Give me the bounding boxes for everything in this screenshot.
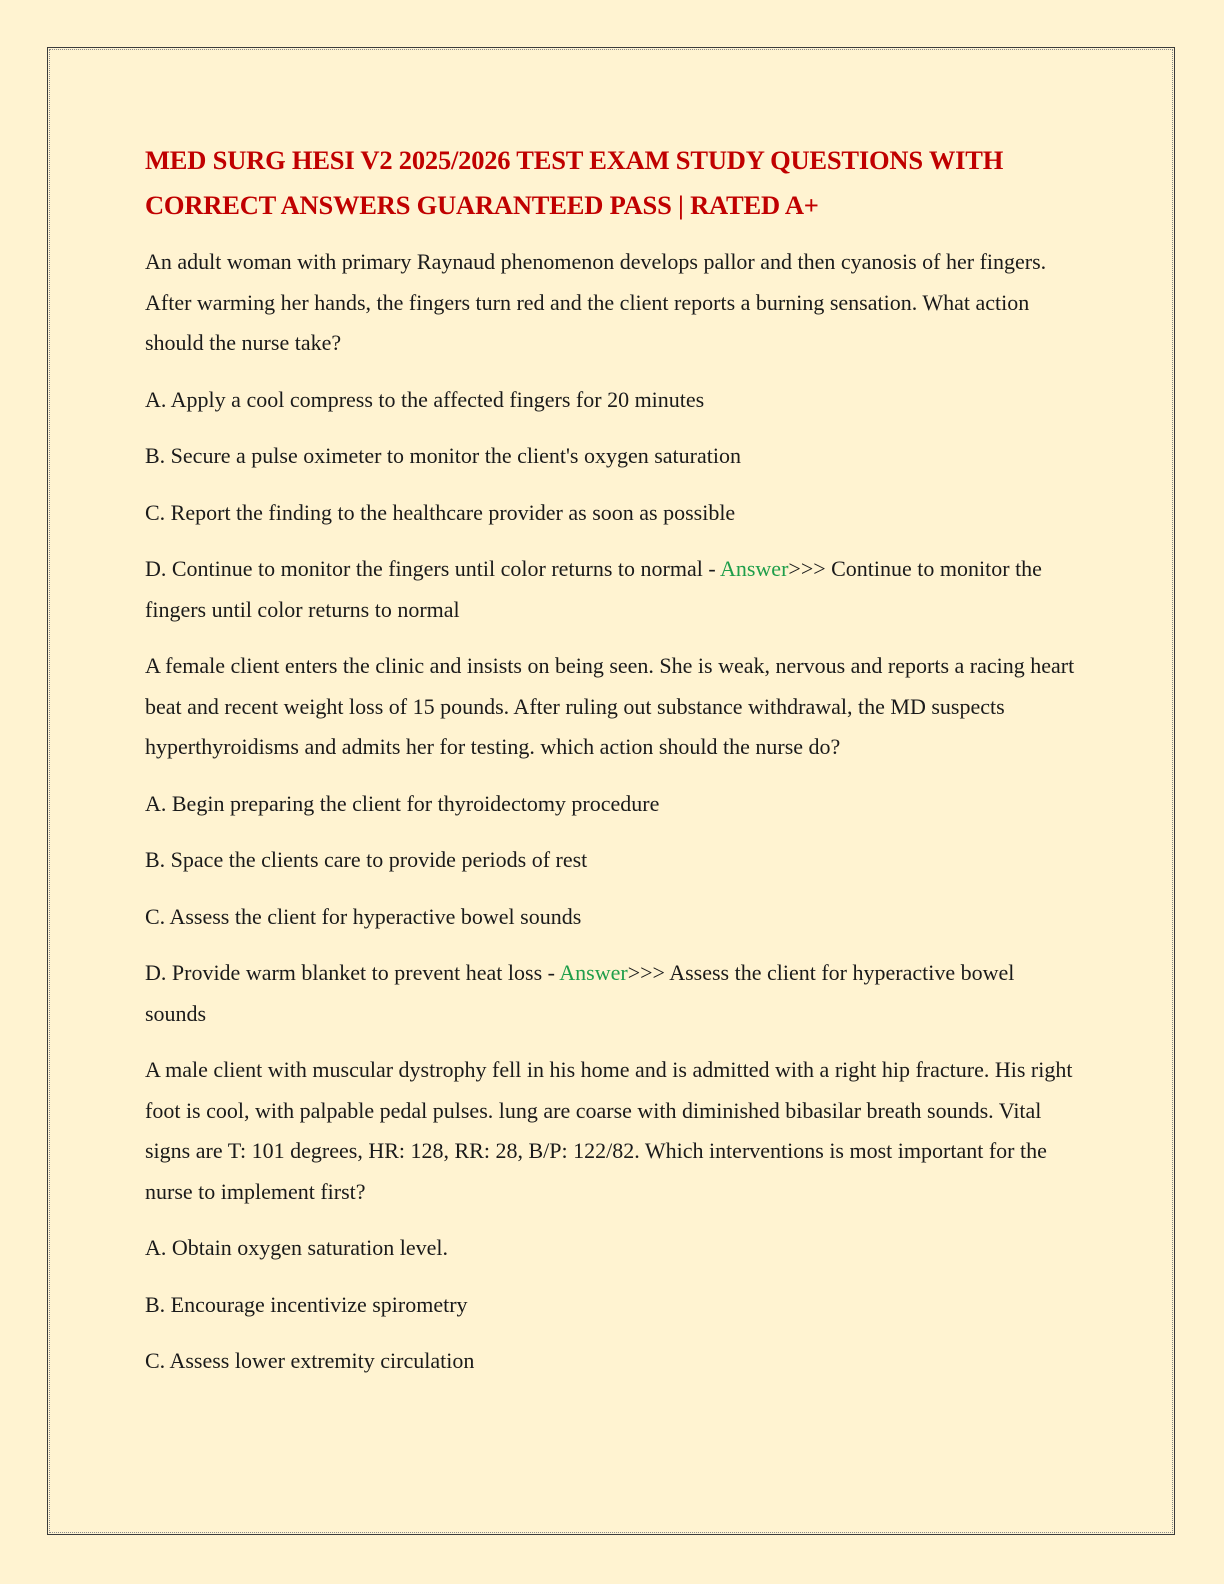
option-b: B. Secure a pulse oximeter to monitor the client's oxygen saturation xyxy=(145,443,741,468)
option-c: C. Assess the client for hyperactive bowel sounds xyxy=(145,903,582,929)
option-d: D. Provide warm blanket to prevent heat loss - xyxy=(145,960,560,985)
option-c: C. Assess lower extremity circulation xyxy=(145,1348,475,1373)
option-d-with-answer xyxy=(145,549,1080,630)
option-d: D. Continue to monitor the fingers until color returns to normal - xyxy=(145,556,720,581)
question-1 xyxy=(145,242,1080,630)
option-c: C. Report the finding to the healthcare provider as soon as possible xyxy=(145,499,736,525)
option-a: A. Obtain oxygen saturation level. xyxy=(145,1235,449,1260)
document-title: MED SURG HESI V2 2025/2026 TEST EXAM STUDY QUESTIONS WITH CORRECT ANSWERS GUARANTEED PASS | RATED A+ xyxy=(145,145,1004,220)
question-stem: A male client with muscular dystrophy fell in his home and is admitted with a right hip fracture. His right foot is cool, with palpable pedal pulses. lung are coarse with diminished bibasilar breath sounds. Vital signs are T: 101 degrees, HR: 128, RR: 28, B/P: 122/82. Which interventions is most important for the nurse to implement first? xyxy=(145,1057,1073,1204)
option-b: B. Encourage incentivize spirometry xyxy=(145,1291,468,1317)
option-d-with-answer xyxy=(145,953,1080,1034)
answer-label: Answer xyxy=(719,556,789,581)
answer-text: >>> Assess the client for hyperactive bowel sounds xyxy=(145,960,1015,1026)
option-a: A. Apply a cool compress to the affected fingers for 20 minutes xyxy=(145,386,705,412)
question-stem: An adult woman with primary Raynaud phenomenon develops pallor and then cyanosis of her fingers. After warming her hands, the fingers turn red and the client reports a burning sensation. What action should the nurse take? xyxy=(145,249,1047,355)
answer-text: >>> Continue to monitor the fingers until color returns to normal xyxy=(145,556,1042,622)
question-3 xyxy=(145,1050,1080,1382)
answer-label: Answer xyxy=(559,960,628,985)
question-2 xyxy=(145,646,1080,1034)
document-body xyxy=(145,138,1080,1398)
option-a: A. Begin preparing the client for thyroidectomy procedure xyxy=(145,790,660,816)
option-b: B. Space the clients care to provide periods of rest xyxy=(145,847,588,872)
question-stem: A female client enters the clinic and insists on being seen. She is weak, nervous and reports a racing heart beat and recent weight loss of 15 pounds. After ruling out substance withdrawal, the MD suspects hyperthyroidisms and admits her for testing. which action should the nurse do? xyxy=(145,653,1075,759)
